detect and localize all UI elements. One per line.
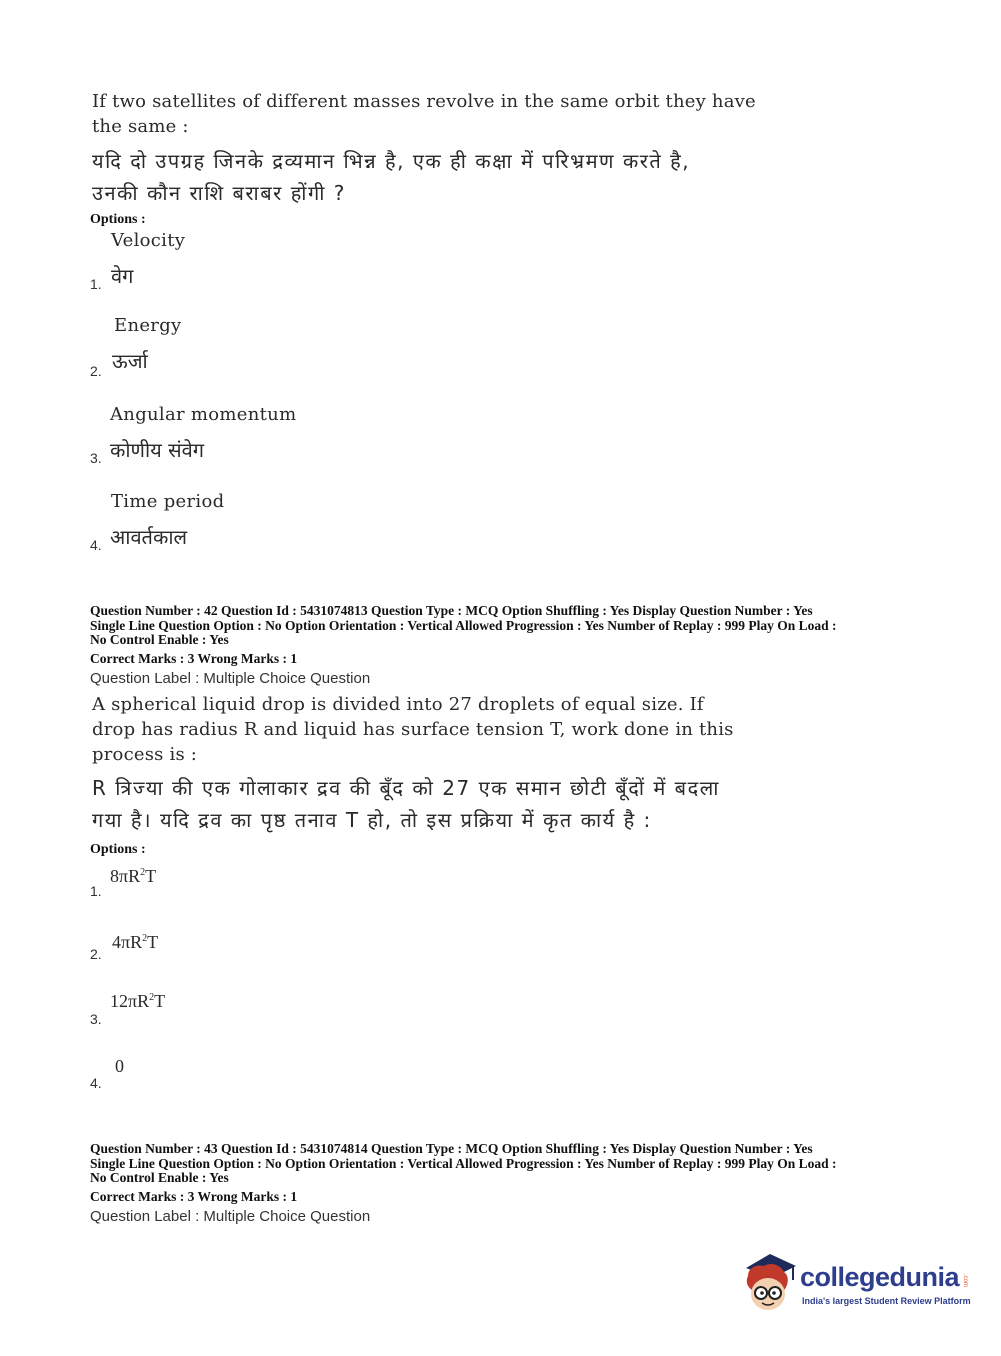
marks-info: Correct Marks : 3 Wrong Marks : 1 — [90, 1189, 298, 1204]
option-number: 1. — [90, 276, 102, 292]
option-text-hi: कोणीय संवेग — [110, 438, 205, 462]
meta-line: No Control Enable : Yes — [90, 1170, 229, 1185]
question-meta — [90, 1142, 837, 1186]
option-text-en: Velocity — [111, 230, 186, 251]
meta-line: Single Line Question Option : No Option Orientation : Vertical Allowed Progression : Yes Number of Replay : 999 Play On Load : — [90, 1155, 837, 1171]
question-label: Question Label : Multiple Choice Question — [90, 670, 371, 687]
formula-exponent: 2 — [140, 867, 146, 878]
meta-line: Question Number : 42 Question Id : 5431074813 Question Type : MCQ Option Shuffling : Yes Display Question Number : Yes — [90, 603, 813, 618]
option-text-en: Angular momentum — [110, 404, 297, 425]
option-formula — [115, 1056, 124, 1077]
formula-base: 12πR — [110, 991, 150, 1011]
meta-line: Single Line Question Option : No Option Orientation : Vertical Allowed Progression : Yes Number of Replay : 999 Play On Load : — [90, 617, 837, 633]
logo-tagline: India's largest Student Review Platform — [802, 1296, 971, 1306]
question-line: A spherical liquid drop is divided into 27 droplets of equal size. If — [92, 694, 704, 715]
option-formula — [110, 991, 165, 1012]
formula-tail: T — [145, 866, 157, 886]
collegedunia-logo — [740, 1250, 972, 1316]
formula-exponent: 2 — [142, 933, 148, 944]
option-formula — [112, 932, 158, 953]
logo-domain: .com — [962, 1274, 968, 1288]
question-text-hi — [92, 145, 690, 209]
question-meta — [90, 604, 837, 648]
question-line: If two satellites of different masses revolve in the same orbit they have — [92, 91, 756, 112]
option-number: 4. — [90, 1075, 102, 1091]
formula-exponent: 2 — [149, 992, 155, 1003]
option-number: 2. — [90, 946, 102, 962]
option-text-en: Time period — [111, 491, 225, 512]
option-formula — [110, 866, 156, 887]
option-number: 3. — [90, 450, 102, 466]
option-text-hi: ऊर्जा — [112, 349, 148, 373]
option-number: 2. — [90, 363, 102, 379]
option-number: 4. — [90, 537, 102, 553]
question-line: उनकी कौन राशि बराबर होंगी ? — [92, 181, 346, 205]
options-label: Options : — [90, 842, 146, 857]
meta-line: No Control Enable : Yes — [90, 632, 229, 647]
question-label: Question Label : Multiple Choice Question — [90, 1208, 371, 1225]
meta-line: Question Number : 43 Question Id : 5431074814 Question Type : MCQ Option Shuffling : Yes Display Question Number : Yes — [90, 1141, 813, 1156]
question-line: process is : — [92, 744, 198, 765]
option-text-en: Energy — [114, 315, 182, 336]
option-number: 3. — [90, 1011, 102, 1027]
option-text-hi: वेग — [111, 264, 134, 288]
formula-base: 8πR — [110, 866, 141, 886]
marks-info: Correct Marks : 3 Wrong Marks : 1 — [90, 651, 298, 666]
formula-base: 0 — [115, 1056, 124, 1076]
question-line: R त्रिज्या की एक गोलाकार द्रव की बूँद को 27 एक समान छोटी बूँदों में बदला — [92, 776, 720, 800]
option-number: 1. — [90, 883, 102, 899]
options-label: Options : — [90, 212, 146, 227]
question-text-hi — [92, 772, 720, 836]
question-line: गया है। यदि द्रव का पृष्ठ तनाव T हो, तो इस प्रक्रिया में कृत कार्य है : — [92, 808, 652, 832]
question-text-en — [92, 89, 756, 139]
logo-wordmark: collegedunia — [800, 1262, 960, 1292]
question-line: drop has radius R and liquid has surface tension T, work done in this — [92, 719, 734, 740]
question-text-en — [92, 692, 734, 767]
question-line: यदि दो उपग्रह जिनके द्रव्यमान भिन्न है, एक ही कक्षा में परिभ्रमण करते है, — [92, 149, 691, 173]
question-line: the same : — [92, 116, 189, 137]
formula-tail: T — [154, 991, 166, 1011]
formula-base: 4πR — [112, 932, 143, 952]
option-text-hi: आवर्तकाल — [110, 525, 188, 549]
formula-tail: T — [147, 932, 159, 952]
mascot-icon — [740, 1250, 800, 1316]
